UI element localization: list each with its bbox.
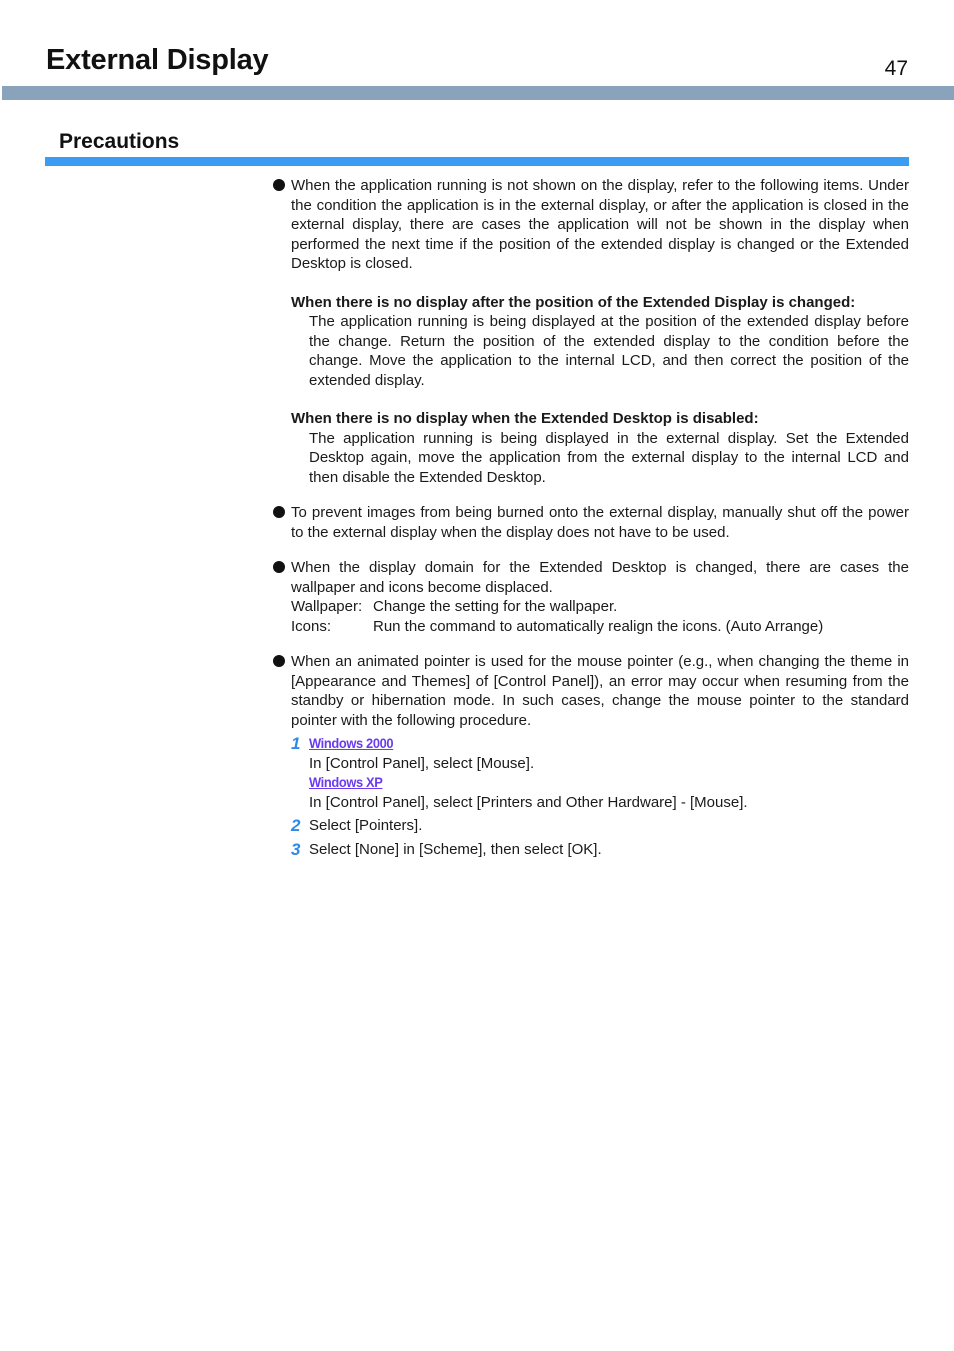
precaution-text: When the application running is not shown on the display, refer to the following items. Under the condition the application is in the external display, or after the application is closed in the external display, there are cases the application will not be shown in the display when performed the next time if the position of the extended display is changed or the Extended Desktop is closed. [291,177,909,272]
bullet-dot-icon [273,655,285,667]
bullet-dot-icon [273,561,285,573]
subsection-body: The application running is being displayed in the external display. Set the Extended Desktop again, move the application from the external display to the internal LCD and then disable the Extended Desktop. [309,429,909,486]
setting-value: Change the setting for the wallpaper. [373,598,618,615]
procedure-step [291,816,909,836]
section-title: Precautions [59,130,180,153]
header-divider-bar [2,86,954,100]
precaution-item [272,652,909,859]
page-title: External Display [46,44,269,76]
precaution-item [272,503,909,542]
step-text: In [Control Panel], select [Mouse]. [309,754,535,772]
precaution-item [272,558,909,636]
precaution-text: When the display domain for the Extended Desktop is changed, there are cases the wallpaper and icons become displaced. [291,559,909,596]
windows-xp-link[interactable]: Windows XP [309,774,383,790]
subsection-body: The application running is being displayed at the position of the extended display before the change. Return the position of the extended display to the condition before the change. Move the application to the internal LCD, and then correct the position of the extended display. [309,313,909,389]
windows-2000-link[interactable]: Windows 2000 [309,735,394,751]
step-text: Select [None] in [Scheme], then select [OK]. [309,840,602,858]
subsection [291,293,909,391]
subsection-title: When there is no display after the position of the Extended Display is changed: [291,293,856,311]
setting-label: Wallpaper: [291,598,363,615]
setting-row [291,597,909,617]
procedure-step [291,840,909,860]
subsection [291,409,909,487]
subsection-title: When there is no display when the Extended Desktop is disabled: [291,410,759,427]
step-number: 2 [291,816,301,835]
setting-label: Icons: [291,617,332,635]
step-number: 3 [291,839,301,859]
precautions-content [272,176,909,875]
setting-row [291,617,909,637]
precaution-text: When an animated pointer is used for the mouse pointer (e.g., when changing the theme in [Appearance and Themes] of [Control Panel]), an error may occur when resuming from the standby or hibernation mode. In such cases, change the mouse pointer to the standard pointer with the following procedure. [291,653,909,729]
step-text: In [Control Panel], select [Printers and Other Hardware] - [Mouse]. [309,793,748,811]
section-divider-bar [45,157,909,166]
step-text: Select [Pointers]. [309,817,423,834]
bullet-dot-icon [273,506,285,518]
precaution-item [272,176,909,487]
procedure-steps [291,734,909,859]
page-number: 47 [884,57,908,80]
setting-value: Run the command to automatically realign the icons. (Auto Arrange) [373,617,824,635]
precaution-text: To prevent images from being burned onto the external display, manually shut off the power to the external display when the display does not have to be used. [291,504,909,541]
step-number: 1 [291,734,301,753]
bullet-dot-icon [273,179,285,191]
procedure-step [291,734,909,812]
